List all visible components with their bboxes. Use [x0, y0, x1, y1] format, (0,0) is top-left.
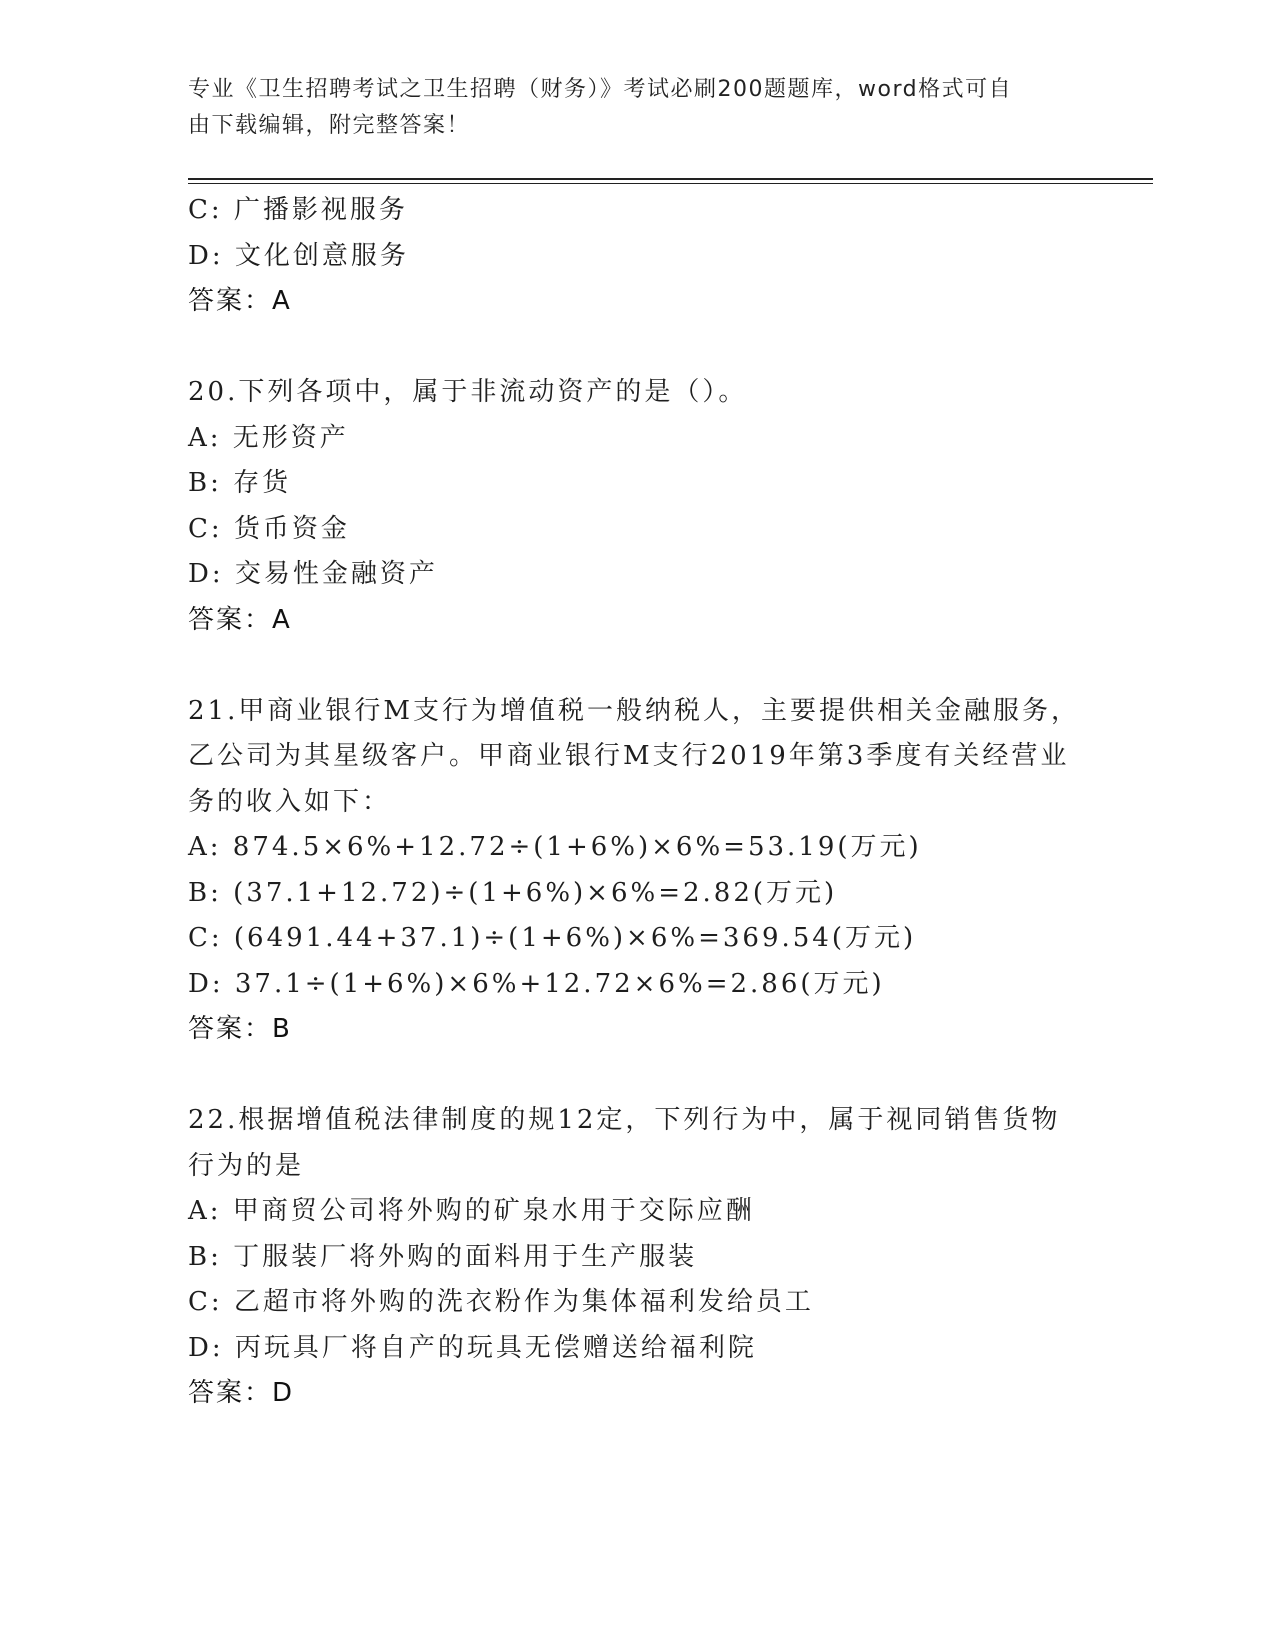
question-20 — [188, 370, 1088, 643]
question-stem-line-3: 务的收入如下： — [188, 786, 392, 817]
answer-line: 答案：A — [188, 286, 292, 316]
document-header — [188, 72, 1068, 144]
option-d: D: 丙玩具厂将自产的玩具无偿赠送给福利院 — [188, 1332, 757, 1363]
header-divider-thick — [188, 178, 1153, 180]
option-c: C: 广播影视服务 — [188, 195, 408, 225]
question-22 — [188, 1098, 1088, 1417]
spacer — [188, 1053, 1088, 1099]
option-c: C: (6491.44+37.1)÷(1+6%)×6%=369.54(万元) — [188, 923, 917, 953]
option-a: A: 无形资产 — [188, 422, 349, 453]
question-stem-line-2: 乙公司为其星级客户。甲商业银行M支行2019年第3季度有关经营业 — [188, 741, 1070, 771]
option-b: B: (37.1+12.72)÷(1+6%)×6%=2.82(万元) — [188, 877, 838, 908]
question-list — [188, 188, 1088, 1417]
option-d: D: 文化创意服务 — [188, 240, 409, 271]
option-d: D: 交易性金融资产 — [188, 559, 438, 589]
question-stem: 20.下列各项中，属于非流动资产的是（）。 — [188, 377, 748, 407]
option-d: D: 37.1÷(1+6%)×6%+12.72×6%=2.86(万元) — [188, 968, 885, 999]
spacer — [188, 325, 1088, 371]
question-stem-line-1: 21.甲商业银行M支行为增值税一般纳税人，主要提供相关金融服务， — [188, 695, 1080, 726]
header-line-1: 专业《卫生招聘考试之卫生招聘（财务）》考试必刷200题题库，word格式可自 — [188, 77, 1013, 102]
option-c: C: 乙超市将外购的洗衣粉作为集体福利发给员工 — [188, 1287, 814, 1317]
option-a: A: 874.5×6%+12.72÷(1+6%)×6%=53.19(万元) — [188, 832, 922, 862]
option-b: B: 存货 — [188, 468, 292, 498]
answer-line: 答案：A — [188, 604, 292, 635]
answer-line: 答案：D — [188, 1378, 295, 1408]
header-divider-thin — [188, 183, 1153, 184]
question-stem-line-2: 行为的是 — [188, 1150, 305, 1181]
spacer — [188, 643, 1088, 689]
header-line-2: 由下载编辑，附完整答案！ — [188, 113, 471, 138]
question-19-continued — [188, 188, 1088, 325]
question-21 — [188, 689, 1088, 1053]
option-b: B: 丁服装厂将外购的面料用于生产服装 — [188, 1241, 698, 1272]
option-a: A: 甲商贸公司将外购的矿泉水用于交际应酬 — [188, 1196, 755, 1226]
answer-line: 答案：B — [188, 1014, 292, 1044]
option-c: C: 货币资金 — [188, 513, 350, 544]
question-stem-line-1: 22.根据增值税法律制度的规12定，下列行为中，属于视同销售货物 — [188, 1105, 1061, 1135]
